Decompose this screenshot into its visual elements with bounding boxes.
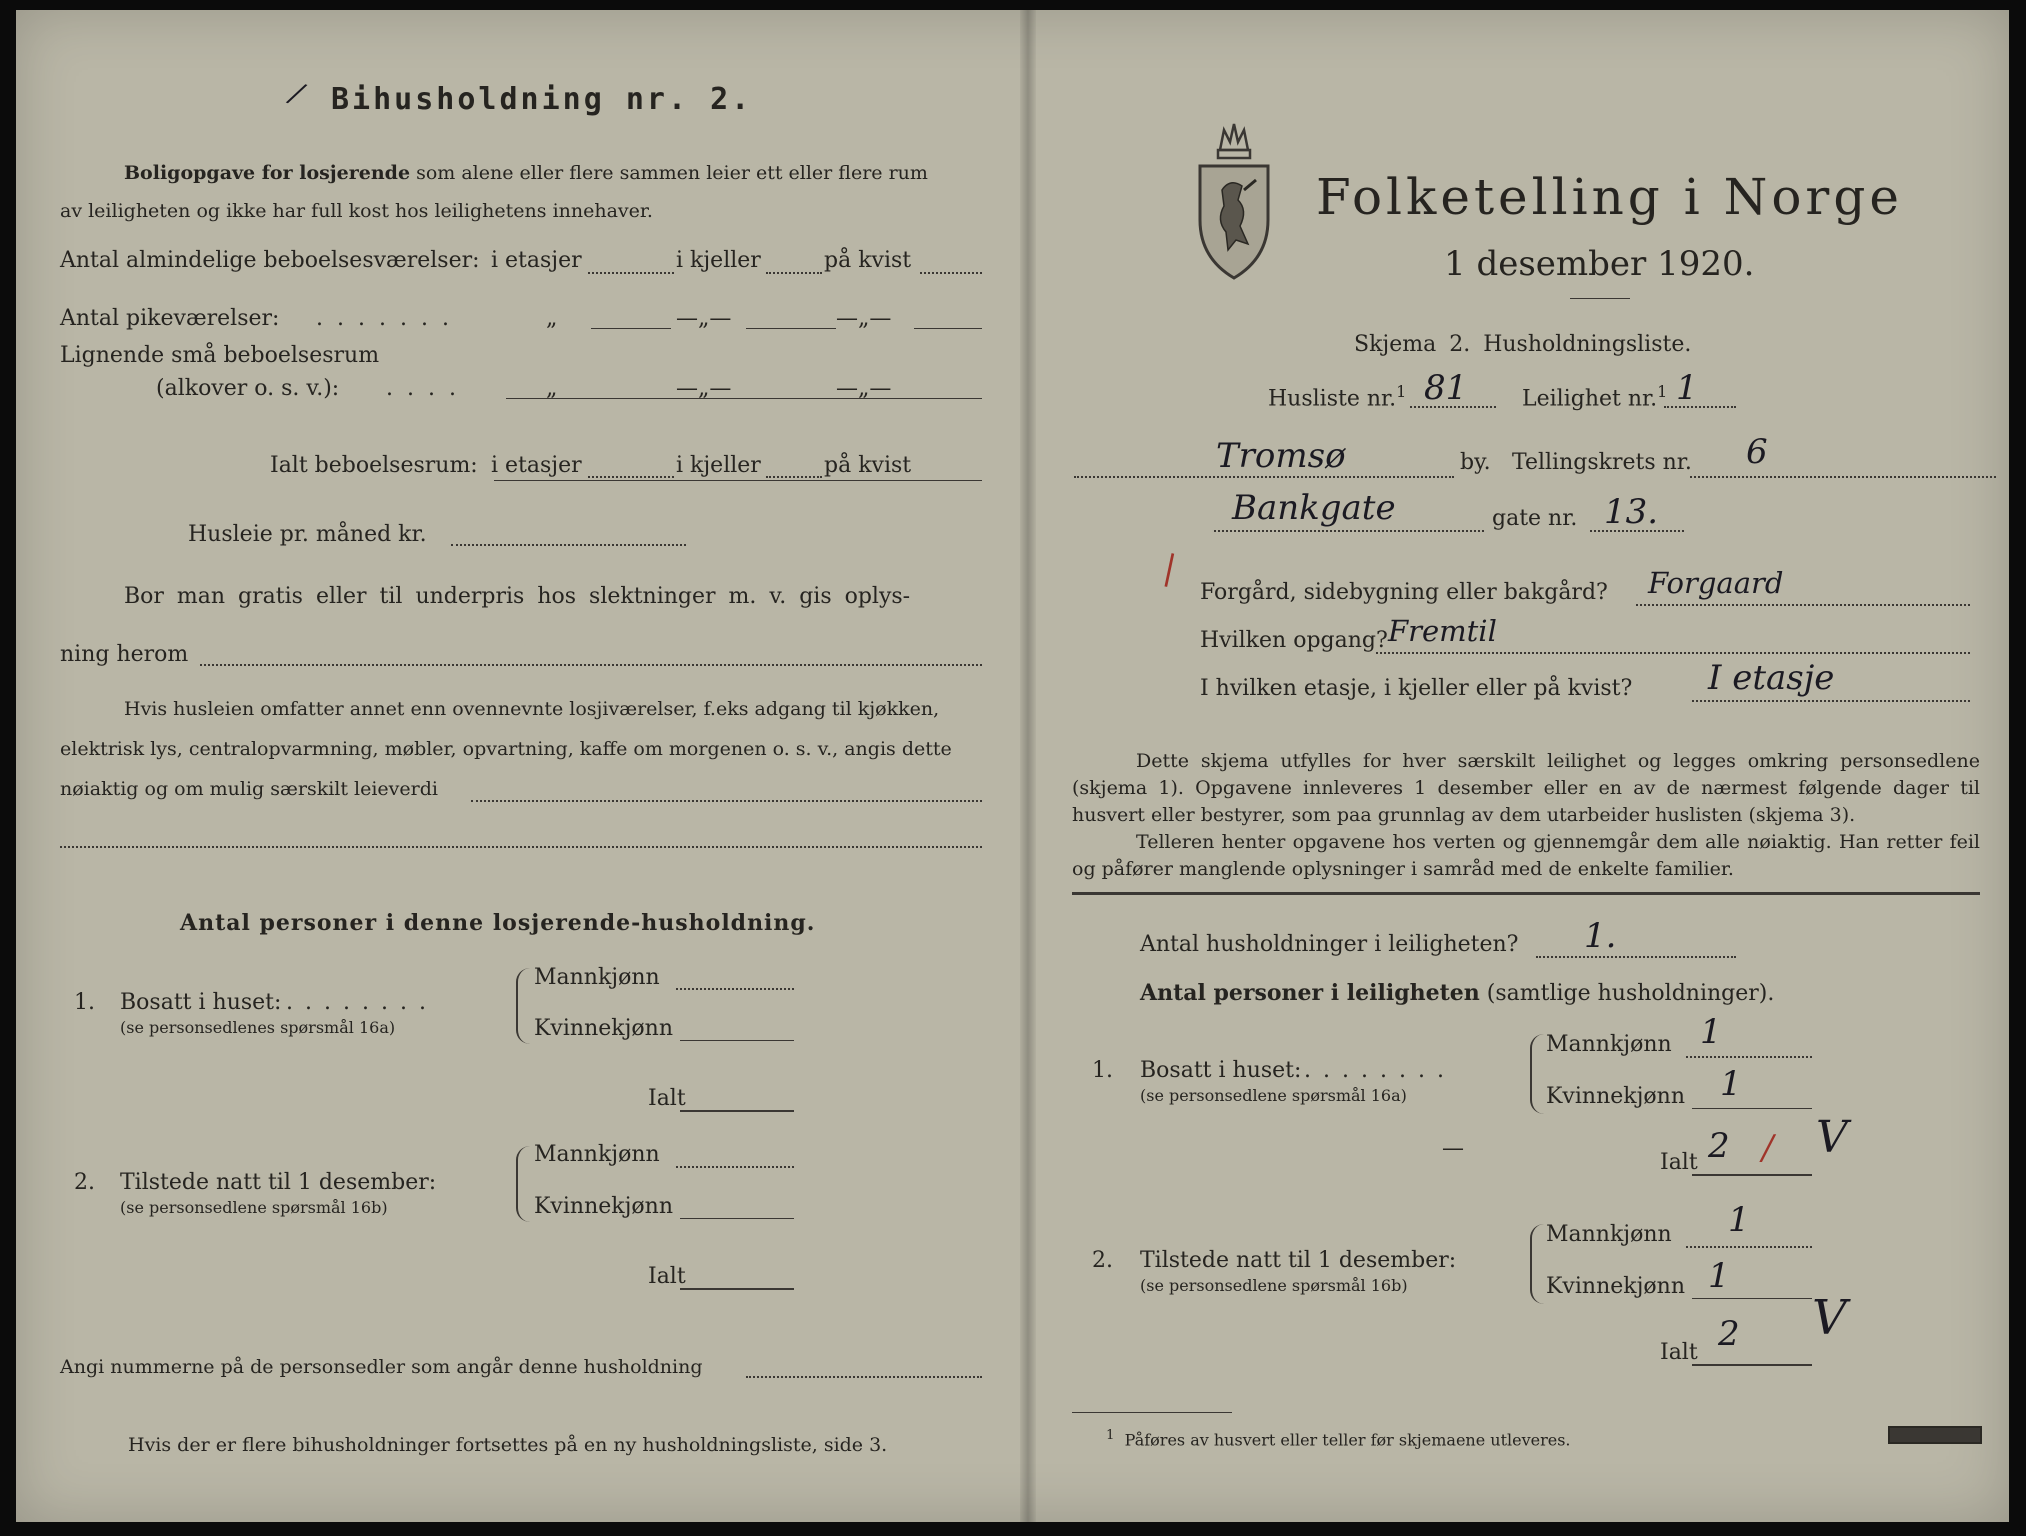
q2-brace: [1530, 1224, 1546, 1304]
footnote: [1106, 1428, 1571, 1449]
gate-label: gate nr.: [1492, 506, 1578, 531]
opgang-value: Fremtil: [1388, 614, 1497, 648]
bor-man-field[interactable]: [200, 664, 982, 666]
q1-ialt-value: 2: [1708, 1126, 1730, 1166]
q1-ialt-field[interactable]: [1692, 1174, 1812, 1176]
leader-dots: ........: [1304, 1058, 1456, 1083]
q2-mann-field[interactable]: [676, 1166, 794, 1168]
husleie-label: Husleie pr. måned kr.: [188, 522, 427, 547]
husleie-field[interactable]: [451, 544, 686, 546]
footnote-number: 1: [1106, 1428, 1115, 1443]
by-value: Tromsø: [1216, 436, 1346, 476]
ditto-mark: „: [546, 306, 558, 331]
ditto-mark: —„—: [676, 306, 732, 331]
q1-kvinne-field[interactable]: [680, 1040, 794, 1041]
husliste-label-text: Husliste nr.: [1268, 386, 1397, 412]
etasje-label: I hvilken etasje, i kjeller eller på kvist?: [1200, 676, 1633, 701]
gate-nr-field[interactable]: [1590, 530, 1684, 532]
coat-of-arms-icon: [1192, 120, 1276, 285]
husliste-value: 81: [1424, 368, 1468, 408]
antal-hush-value: 1.: [1584, 916, 1617, 956]
i-kjeller-label: i kjeller: [676, 453, 761, 478]
q1-label: Bosatt i huset:: [120, 990, 282, 1015]
antal-pike-label: Antal pikeværelser:: [60, 306, 280, 331]
ditto-mark: —„—: [836, 306, 892, 331]
leilighet-value: 1: [1676, 368, 1698, 408]
husliste-label: [1268, 382, 1406, 411]
pencil-tick-mark: /: [286, 75, 308, 111]
kvinne-label: Kvinnekjønn: [534, 1016, 673, 1041]
leieverdi-field-2[interactable]: [60, 846, 982, 848]
ditto-mark: —„—: [676, 376, 732, 401]
intro-line-1: [124, 162, 928, 184]
kvinne-label: Kvinnekjønn: [1546, 1084, 1685, 1109]
q2-kvinne-field[interactable]: [680, 1218, 794, 1219]
red-pencil-mark: |: [1159, 547, 1180, 589]
hvis-husleien-line-3: nøiaktig og om mulig særskilt leieverdi: [60, 778, 438, 800]
kvist-field[interactable]: [920, 272, 982, 274]
q1-ialt-field[interactable]: [680, 1110, 794, 1112]
tellingskrets-label: Tellingskrets nr.: [1512, 450, 1692, 475]
forgaard-label: Forgård, sidebygning eller bakgård?: [1200, 580, 1608, 605]
kvinne-label: Kvinnekjønn: [534, 1194, 673, 1219]
i-etasjer-label: i etasjer: [491, 453, 582, 478]
etasjer-field[interactable]: [588, 272, 674, 274]
q2-ref: (se personsedlene spørsmål 16b): [120, 1198, 388, 1217]
q1-ref: (se personsedlene spørsmål 16a): [1140, 1086, 1407, 1105]
title-rule: [1570, 298, 1630, 299]
intro-line-2: av leiligheten og ikke har full kost hos leilighetens innehaver.: [60, 200, 653, 222]
q1-brace: [516, 968, 532, 1044]
intro-bold: Boligopgave for losjerende: [124, 162, 411, 184]
gate-nr-value: 13.: [1604, 492, 1659, 532]
by-field[interactable]: [1074, 476, 1454, 478]
ialt-label: Ialt: [648, 1086, 686, 1111]
gate-field[interactable]: [1214, 530, 1484, 532]
paa-kvist-label: på kvist: [824, 453, 912, 478]
ialt-rum-underline: [494, 480, 982, 481]
lignende-underline: [506, 398, 982, 399]
antal-personer-heading: Antal personer i denne losjerende-husholdning.: [180, 910, 816, 936]
q1-kvinne-field[interactable]: [1692, 1108, 1812, 1109]
leilighet-field[interactable]: [1664, 406, 1736, 408]
footnote-text: Påføres av husvert eller teller før skjemaene utleveres.: [1124, 1430, 1571, 1450]
q2-ialt-field[interactable]: [680, 1288, 794, 1290]
lignende-label-2: (alkover o. s. v.):: [156, 376, 340, 401]
i-kjeller-label: i kjeller: [676, 248, 761, 273]
check-mark: V: [1816, 1112, 1848, 1163]
bor-man-line-1: Bor man gratis eller til underpris hos slektninger m. v. gis oplys-: [124, 584, 911, 609]
q1-mann-value: 1: [1700, 1012, 1722, 1052]
hvis-flere-note: Hvis der er flere bihusholdninger fortsettes på en ny husholdningsliste, side 3.: [128, 1434, 888, 1456]
right-page: [1036, 10, 2009, 1522]
q1-number: 1.: [74, 990, 95, 1015]
pike-etasjer-field[interactable]: [591, 328, 671, 329]
kvinne-label: Kvinnekjønn: [1546, 1274, 1685, 1299]
husliste-field[interactable]: [1410, 406, 1496, 408]
q2-ialt-value: 2: [1718, 1314, 1740, 1354]
tellingskrets-field[interactable]: [1690, 476, 1996, 478]
ialt-kjeller-field[interactable]: [766, 476, 822, 478]
ialt-label: Ialt: [1660, 1150, 1698, 1175]
right-title: Folketelling i Norge: [1316, 168, 1903, 226]
q2-mann-field[interactable]: [1686, 1246, 1812, 1248]
leieverdi-field[interactable]: [471, 800, 982, 802]
footnote-ref: 1: [1396, 382, 1407, 401]
antal-hush-field[interactable]: [1536, 956, 1736, 958]
ialt-etasjer-field[interactable]: [588, 476, 674, 478]
tellingskrets-value: 6: [1746, 432, 1768, 472]
pike-kjeller-field[interactable]: [746, 328, 836, 329]
q2-number: 2.: [74, 1170, 95, 1195]
by-label: by.: [1460, 450, 1491, 475]
ditto-mark: —„—: [836, 376, 892, 401]
census-form-sheet: [16, 10, 2009, 1522]
printer-stamp: [1888, 1426, 1982, 1444]
left-page: [16, 10, 1020, 1522]
dash-mark: —: [1442, 1136, 1464, 1161]
gate-value: Bankgate: [1232, 488, 1396, 528]
opgang-label: Hvilken opgang?: [1200, 628, 1388, 653]
q2-brace: [516, 1146, 532, 1222]
pike-kvist-field[interactable]: [914, 328, 982, 329]
page-fold: [1020, 10, 1036, 1522]
hvis-husleien-line-1: Hvis husleien omfatter annet enn ovennevnte losjiværelser, f.eks adgang til kjøkken,: [124, 698, 940, 720]
red-check-mark: /: [1762, 1128, 1774, 1168]
leilighet-label-text: Leilighet nr.: [1522, 386, 1658, 412]
q2-label: Tilstede natt til 1 desember:: [1140, 1248, 1457, 1273]
forgaard-value: Forgaard: [1648, 566, 1784, 600]
footnote-ref: 1: [1657, 382, 1668, 401]
antal-pers-rest: (samtlige husholdninger).: [1486, 981, 1775, 1006]
leader-dots: ....: [386, 376, 470, 401]
q1-brace: [1530, 1034, 1546, 1114]
left-title: Bihusholdning nr. 2.: [331, 82, 753, 117]
intro-rest-1: som alene eller flere sammen leier ett eller flere rum: [416, 162, 928, 184]
mann-label: Mannkjønn: [534, 965, 660, 990]
footnote-rule: [1072, 1412, 1232, 1413]
leader-dots: .......: [316, 306, 463, 331]
etasje-field[interactable]: [1692, 700, 1970, 702]
leader-dots: ........: [286, 990, 438, 1015]
q2-ialt-field[interactable]: [1692, 1364, 1812, 1366]
angi-field[interactable]: [746, 1376, 982, 1378]
leilighet-label: [1522, 382, 1667, 411]
ialt-rum-label: Ialt beboelsesrum:: [270, 453, 478, 478]
q2-kvinne-field[interactable]: [1692, 1298, 1812, 1299]
etasje-value: I etasje: [1708, 658, 1835, 698]
hvis-husleien-line-2: elektrisk lys, centralopvarmning, møbler, opvartning, kaffe om morgenen o. s. v., angis dette: [60, 738, 952, 760]
i-etasjer-label: i etasjer: [491, 248, 582, 273]
antal-alm-label: Antal almindelige beboelsesværelser:: [60, 248, 480, 273]
opgang-field[interactable]: [1376, 652, 1970, 654]
skjema-label: Skjema 2. Husholdningsliste.: [1354, 332, 1692, 357]
q2-mann-value: 1: [1728, 1200, 1750, 1240]
q1-kvinne-value: 1: [1720, 1064, 1742, 1104]
q1-mann-field[interactable]: [1686, 1056, 1812, 1058]
q2-label: Tilstede natt til 1 desember:: [120, 1170, 437, 1195]
antal-hush-label: Antal husholdninger i leiligheten?: [1140, 932, 1519, 957]
q1-label: Bosatt i huset:: [1140, 1058, 1302, 1083]
section-divider: [1072, 892, 1980, 895]
bor-man-line-2: ning herom: [60, 642, 189, 667]
q2-kvinne-value: 1: [1708, 1256, 1730, 1296]
angi-label: Angi nummerne på de personsedler som angår denne husholdning: [60, 1356, 703, 1378]
q1-mann-field[interactable]: [676, 988, 794, 990]
q2-ref: (se personsedlene spørsmål 16b): [1140, 1276, 1408, 1295]
q1-number: 1.: [1092, 1058, 1113, 1083]
ialt-label: Ialt: [648, 1264, 686, 1289]
ialt-label: Ialt: [1660, 1340, 1698, 1365]
mann-label: Mannkjønn: [534, 1142, 660, 1167]
instructions-1: Dette skjema utfylles for hver særskilt leilighet og legges omkring personsedlene (skjema 1). Opgavene innleveres 1 desember eller en av de nærmest følgende dager til husvert eller bestyrer, som paa grunnlag av dem utarbeider huslisten (skjema 3).: [1072, 750, 1980, 826]
census-date: 1 desember 1920.: [1444, 244, 1755, 284]
ditto-mark: „: [546, 376, 558, 401]
kjeller-field[interactable]: [766, 272, 822, 274]
instructions-2: Telleren henter opgavene hos verten og gjennemgår dem alle nøiaktig. Han retter feil og påfører manglende oplysninger i samråd med de enkelte familier.: [1072, 831, 1980, 880]
check-mark: V: [1812, 1290, 1847, 1346]
antal-pers-heading: [1140, 980, 1774, 1006]
q1-ref: (se personsedlenes spørsmål 16a): [120, 1018, 396, 1037]
mann-label: Mannkjønn: [1546, 1222, 1672, 1247]
antal-pers-bold: Antal personer i leiligheten: [1140, 980, 1480, 1006]
forgaard-field[interactable]: [1636, 604, 1970, 606]
q2-number: 2.: [1092, 1248, 1113, 1273]
lignende-label-1: Lignende små beboelsesrum: [60, 343, 380, 368]
paa-kvist-label: på kvist: [824, 248, 912, 273]
mann-label: Mannkjønn: [1546, 1032, 1672, 1057]
